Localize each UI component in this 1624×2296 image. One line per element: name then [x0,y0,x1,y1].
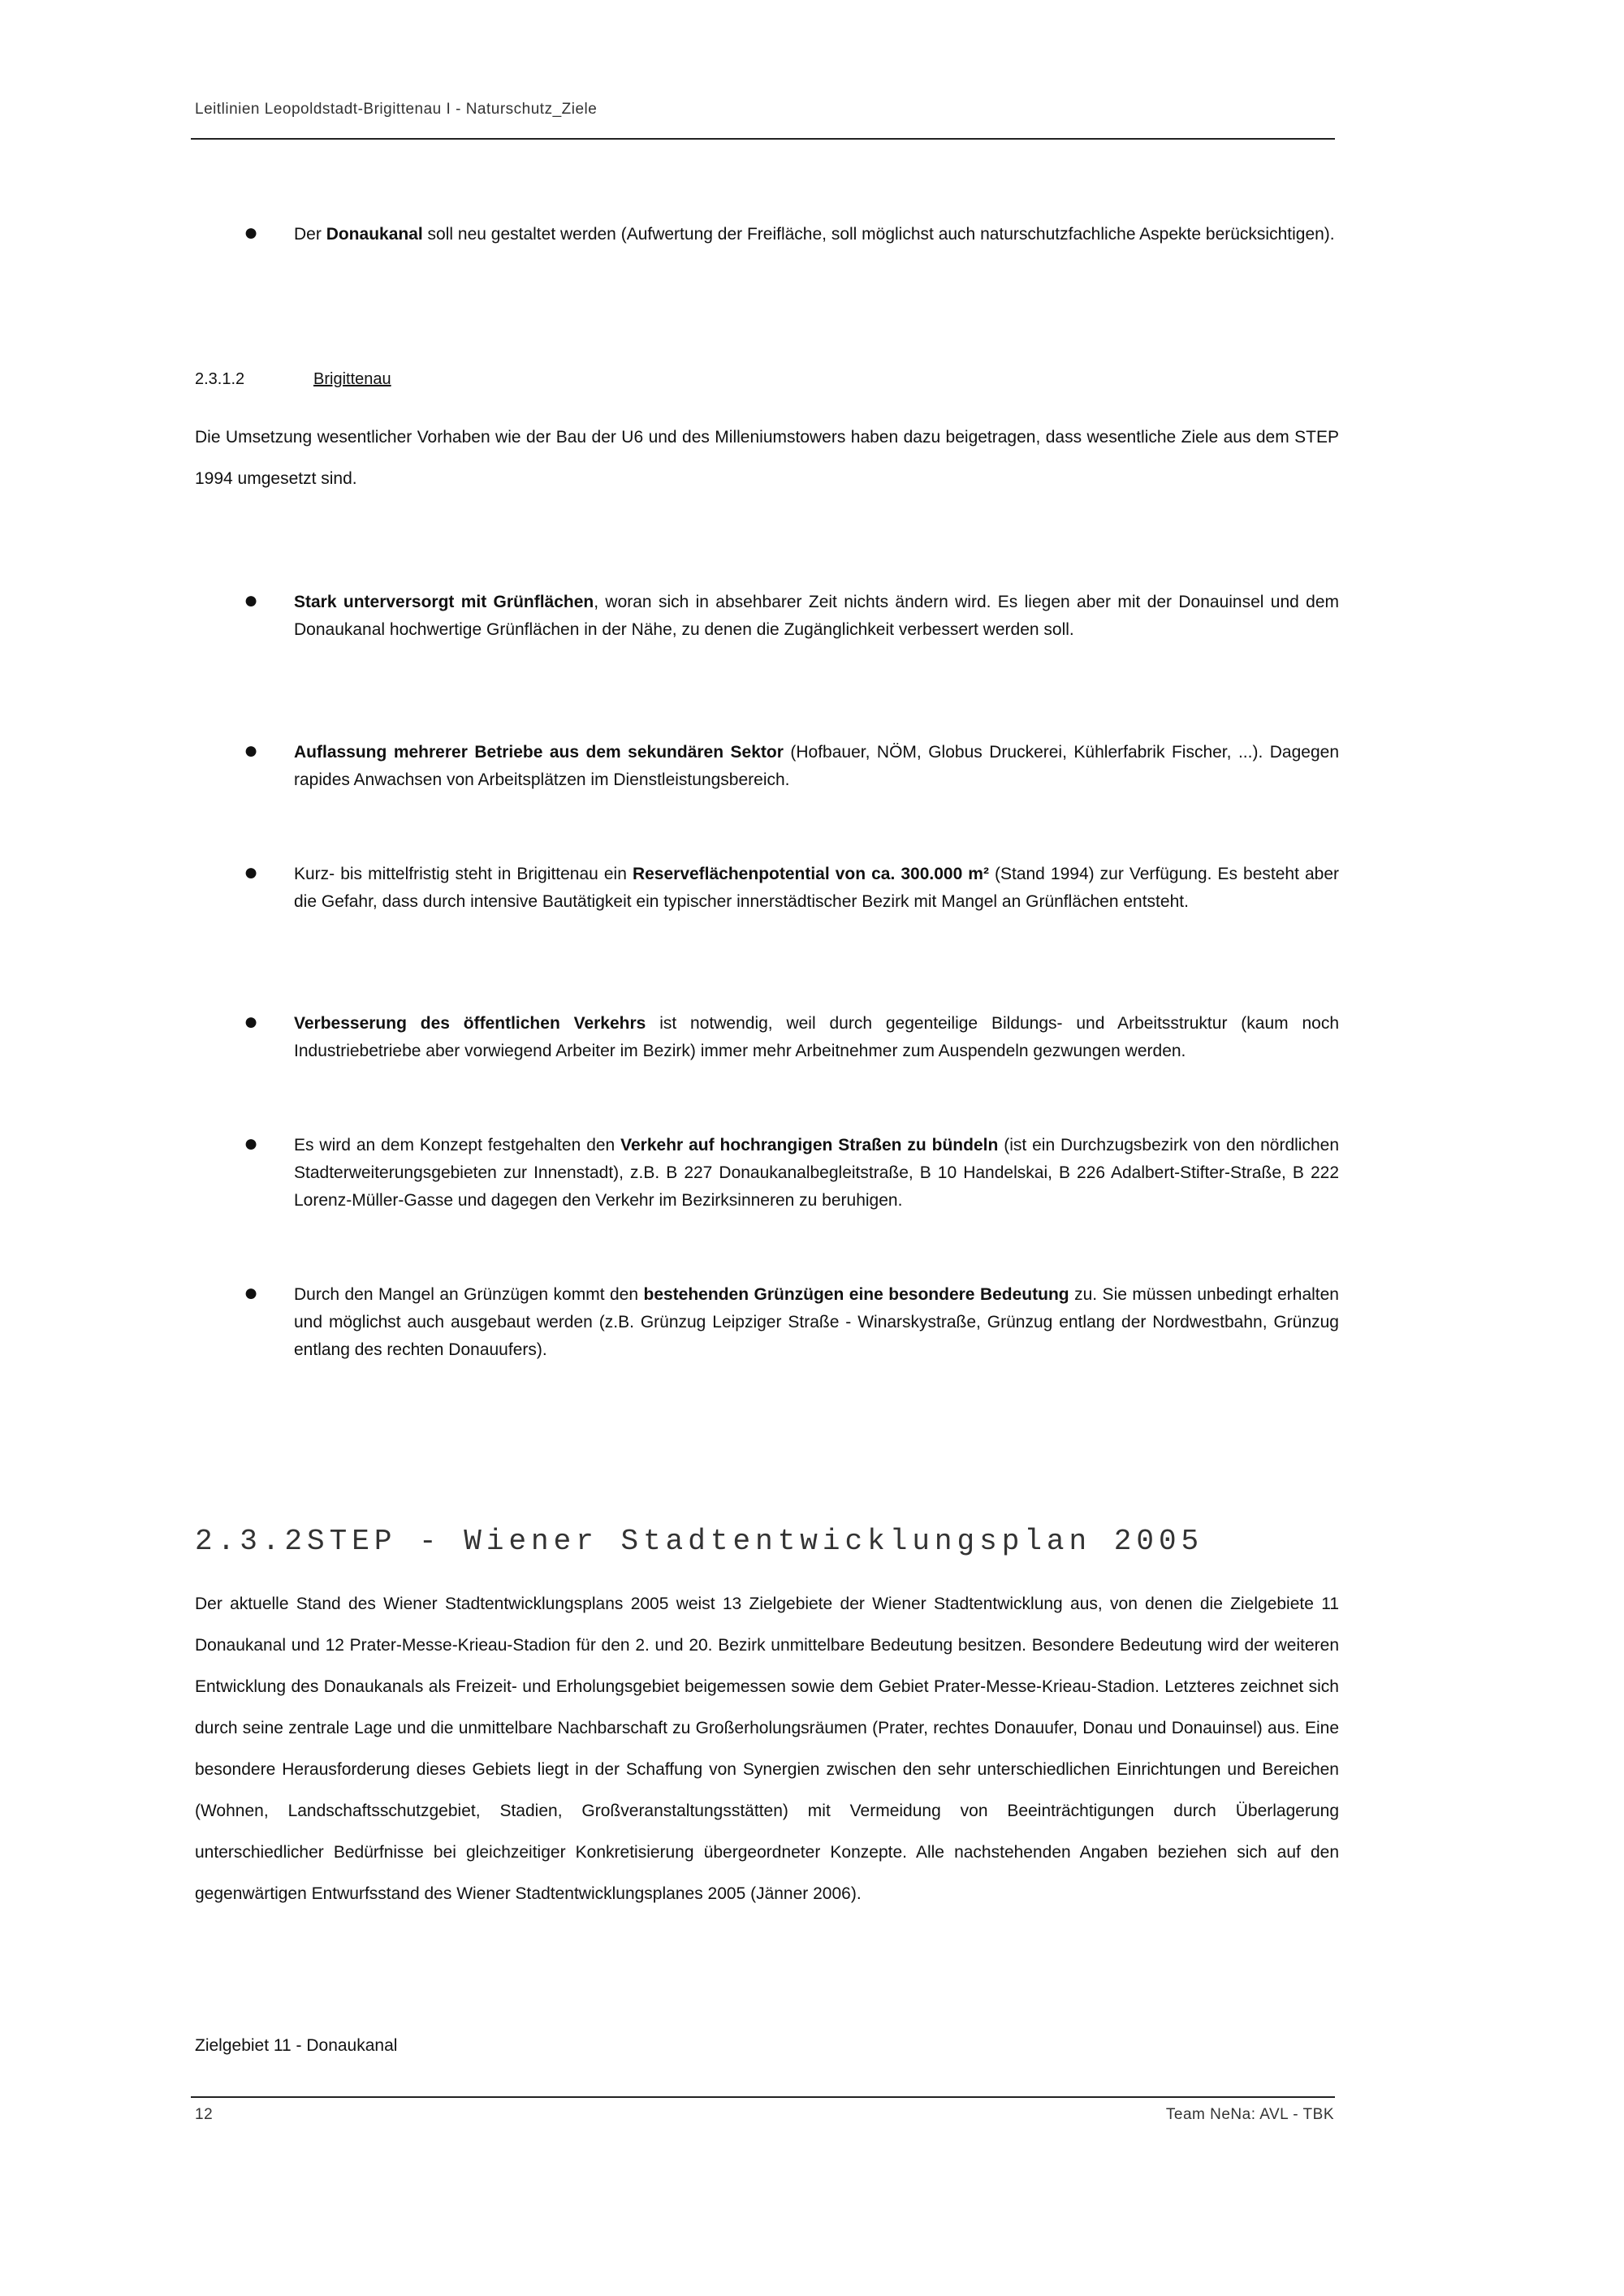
bullet-marker: ● [244,1130,259,1157]
bullet-item: Auflassung mehrerer Betriebe aus dem sekundären Sektor (Hofbauer, NÖM, Globus Druckerei, Kühlerfabrik Fischer, ...). Dagegen rapides Anwachsen von Arbeitsplätzen im Dienstleistungsbereich. [294,743,1339,789]
bullet-marker: ● [244,1008,259,1035]
subheading: Zielgebiet 11 - Donaukanal [195,2036,398,2055]
bullet-item: Stark unterversorgt mit Grünflächen, woran sich in absehbarer Zeit nichts ändern wird. Es liegen aber mit der Donauinsel und dem Donaukanal hochwertige Grünflächen in der Nähe, zu denen die Zugänglichkeit verbessert werden soll. [294,593,1340,639]
footer-rule [191,2096,1335,2098]
bullet-item: Verbesserung des öffentlichen Verkehrs ist notwendig, weil durch gegenteilige Bildungs- und Arbeitsstruktur (kaum noch Industriebetriebe aber vorwiegend Arbeiter im Bezirk) immer mehr Arbeitnehmer zum Auspendeln gezwungen werden. [294,1014,1340,1060]
section-number: 2.3.1.2 [195,370,245,388]
bullet-marker: ● [244,1280,259,1306]
section-title: Brigittenau [313,370,391,388]
section-paragraph: Der aktuelle Stand des Wiener Stadtentwicklungsplans 2005 weist 13 Zielgebiete der Wiener Stadtentwicklung aus, von denen die Zielgebiete 11 Donaukanal und 12 Prater-Messe-Krieau-Stadion für den 2. und 20. Bezirk unmittelbare Bedeutung besitzen. Besondere Bedeutung wird der weiteren Entwicklung des Donaukanals als Freizeit- und Erholungsgebiet beigemessen sowie dem Gebiet Prater-Messe-Krieau-Stadion. Letzteres zeichnet sich durch seine zentrale Lage und die unmittelbare Nachbarschaft zu Großerholungsräumen (Prater, rechtes Donauufer, Donau und Donauinsel) aus. Eine besondere Herausforderung dieses Gebiets liegt in der Schaffung von Synergien zwischen den sehr unterschiedlichen Einrichtungen und Bereichen (Wohnen, Landschaftsschutzgebiet, Stadien, Großveranstaltungsstätten) mit Vermeidung von Beeinträchtigungen durch Überlagerung unterschiedlicher Bedürfnisse bei gleichzeitiger Konkretisierung übergeordneter Konzepte. Alle nachstehenden Angaben beziehen sich auf den gegenwärtigen Entwurfsstand des Wiener Stadtentwicklungsplanes 2005 (Jänner 2006). [195,1595,1339,1903]
bullet-item: Es wird an dem Konzept festgehalten den Verkehr auf hochrangigen Straßen zu bündeln (ist ein Durchzugsbezirk von den nördlichen Stadterweiterungsgebieten zur Innenstadt), z.B. B 227 Donaukanalbegleitstraße, B 10 Handelskai, B 226 Adalbert-Stifter-Straße, B 222 Lorenz-Müller-Gasse und dagegen den Verkehr im Bezirksinneren zu beruhigen. [294,1136,1339,1210]
bullet-item: Kurz- bis mittelfristig steht in Brigittenau ein Reserveflächenpotential von ca. 300.000 m² (Stand 1994) zur Verfügung. Es besteht aber die Gefahr, dass durch intensive Bautätigkeit ein typischer innerstädtischer Bezirk mit Mangel an Grünflächen entsteht. [294,865,1339,911]
header-rule [191,138,1335,140]
bullet-item: Durch den Mangel an Grünzügen kommt den bestehenden Grünzügen eine besondere Bedeutung zu. Sie müssen unbedingt erhalten und möglichst auch ausgebaut werden (z.B. Grünzug Leipziger Straße - Winarskystraße, Grünzug entlang der Nordwestbahn, Grünzug entlang des rechten Donauufers). [294,1285,1339,1359]
bullet-donaukanal: Der Donaukanal soll neu gestaltet werden (Aufwertung der Freifläche, soll möglichst auch naturschutzfachliche Aspekte berücksichtigen). [294,225,1335,244]
bullet-marker: ● [244,587,259,614]
running-header: Leitlinien Leopoldstadt-Brigittenau I - Naturschutz_Ziele [195,101,598,118]
page-number: 12 [195,2106,214,2123]
bullet-marker: ● [244,737,259,764]
section-intro: Die Umsetzung wesentlicher Vorhaben wie der Bau der U6 und des Milleniumstowers haben dazu beigetragen, dass wesentliche Ziele aus dem STEP 1994 umgesetzt sind. [195,428,1339,488]
section-heading: 2.3.2STEP - Wiener Stadtentwicklungsplan 2005 [195,1525,1204,1558]
bullet-marker: ● [244,859,259,886]
bullet-marker: ● [244,219,259,246]
footer-team: Team NeNa: AVL - TBK [1165,2106,1334,2123]
